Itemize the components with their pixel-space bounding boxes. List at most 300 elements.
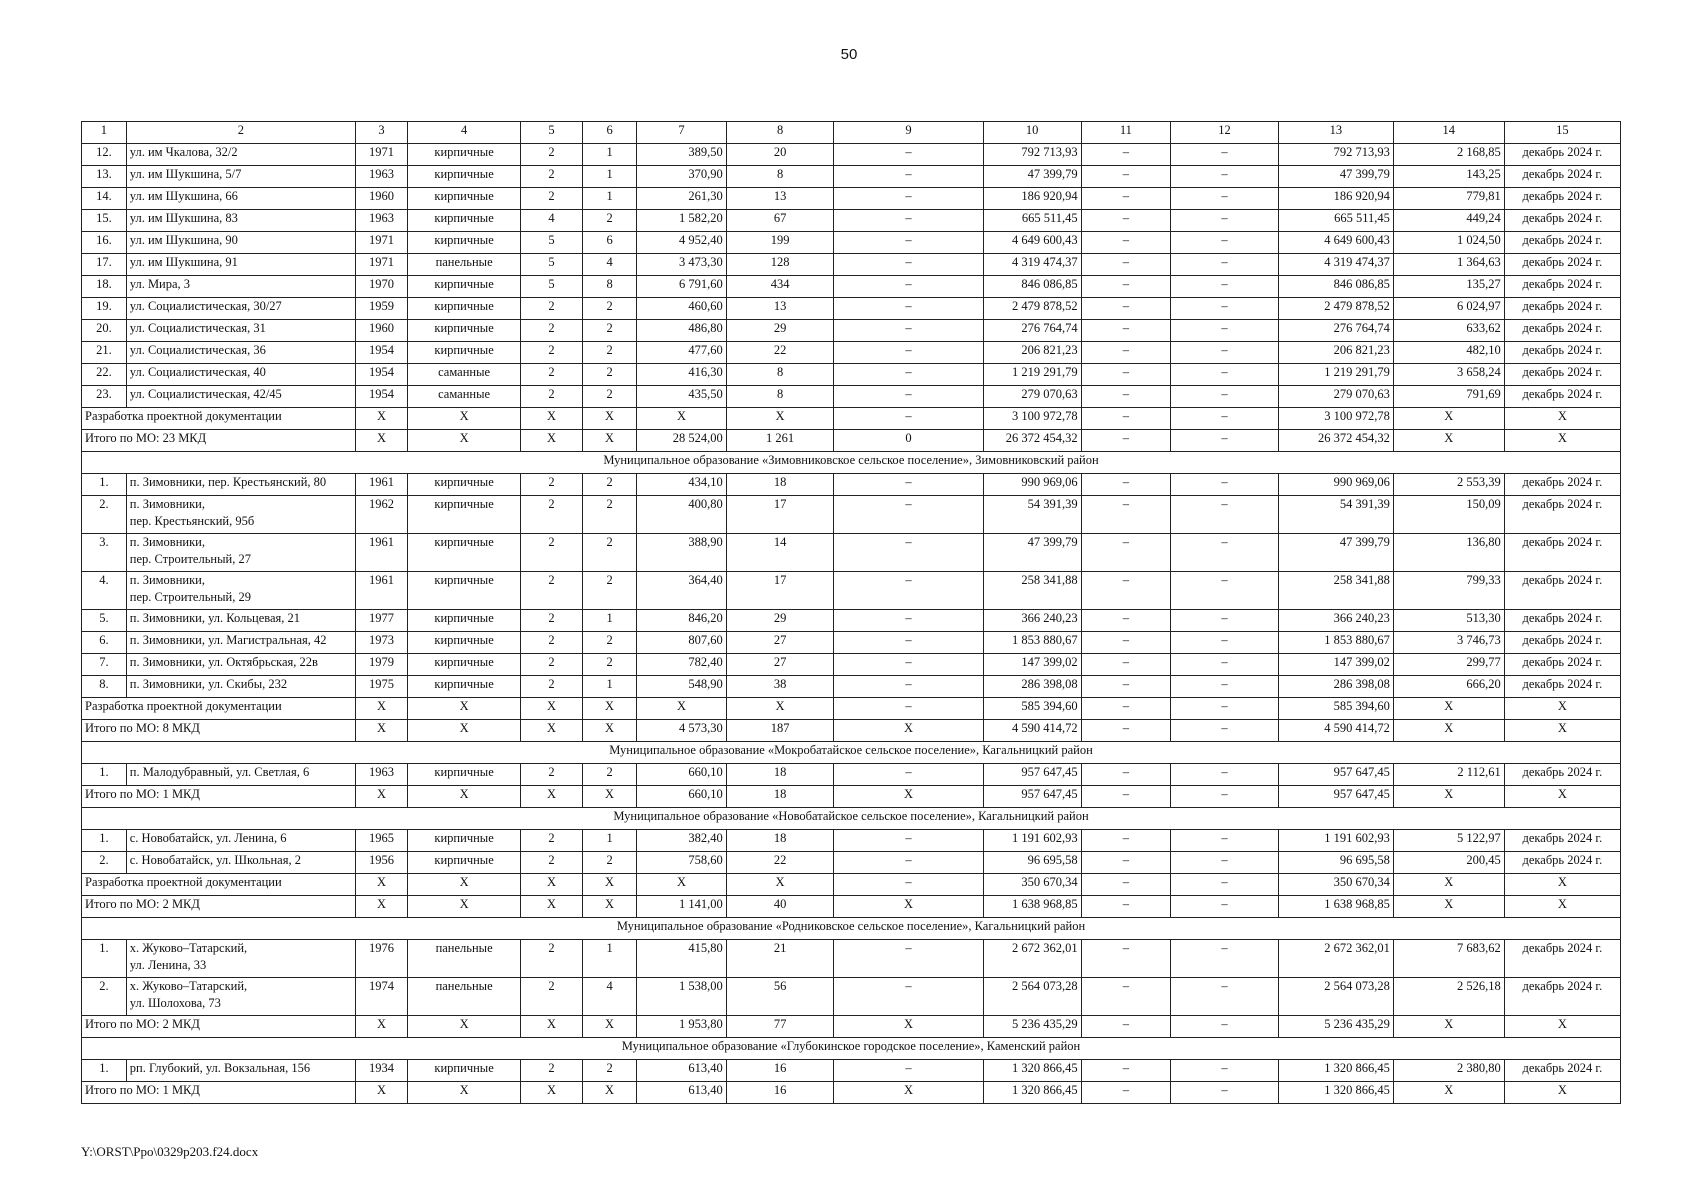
table-cell: –	[1171, 764, 1279, 786]
table-cell: 3 746,73	[1393, 632, 1504, 654]
table-cell: –	[1171, 610, 1279, 632]
table-cell: декабрь 2024 г.	[1504, 298, 1620, 320]
table-cell: 5 236 435,29	[983, 1016, 1081, 1038]
table-cell: –	[1081, 408, 1171, 430]
total-row	[82, 430, 1621, 452]
table-cell: кирпичные	[408, 534, 521, 572]
table-cell: –	[1171, 698, 1279, 720]
table-cell: –	[834, 830, 983, 852]
table-cell: 1.	[82, 764, 127, 786]
table-cell: 613,40	[637, 1060, 727, 1082]
table-row	[82, 572, 1621, 610]
address-cell: ул. Социалистическая, 42/45	[126, 386, 355, 408]
table-cell: 22.	[82, 364, 127, 386]
address-cell: с. Новобатайск, ул. Ленина, 6	[126, 830, 355, 852]
table-cell: –	[1081, 1082, 1171, 1104]
table-cell: 18	[726, 474, 834, 496]
table-cell: 96 695,58	[983, 852, 1081, 874]
table-cell: –	[1171, 210, 1279, 232]
table-row	[82, 188, 1621, 210]
table-cell: –	[834, 940, 983, 978]
column-number-cell: 9	[834, 122, 983, 144]
table-cell: 1 141,00	[637, 896, 727, 918]
table-cell: панельные	[408, 978, 521, 1016]
table-row	[82, 254, 1621, 276]
table-cell: 1960	[355, 188, 407, 210]
table-cell: 4 952,40	[637, 232, 727, 254]
table-cell: кирпичные	[408, 320, 521, 342]
table-cell: –	[1081, 1060, 1171, 1082]
table-cell: 18	[726, 830, 834, 852]
table-cell: 665 511,45	[983, 210, 1081, 232]
table-cell: 4	[582, 978, 636, 1016]
table-cell: 2	[582, 632, 636, 654]
table-cell: –	[1081, 610, 1171, 632]
address-cell: ул. им Шукшина, 90	[126, 232, 355, 254]
table-cell: 1965	[355, 830, 407, 852]
table-cell: 2 479 878,52	[983, 298, 1081, 320]
table-cell: кирпичные	[408, 276, 521, 298]
table-cell: 1963	[355, 166, 407, 188]
table-cell: 299,77	[1393, 654, 1504, 676]
table-cell: 3.	[82, 534, 127, 572]
table-cell: –	[1171, 144, 1279, 166]
table-cell: 28 524,00	[637, 430, 727, 452]
row-label: Разработка проектной документации	[82, 698, 356, 720]
table-cell: 2	[521, 852, 583, 874]
table-cell: 4.	[82, 572, 127, 610]
table-cell: X	[408, 896, 521, 918]
table-cell: 4 319 474,37	[983, 254, 1081, 276]
table-cell: X	[726, 408, 834, 430]
table-cell: –	[834, 232, 983, 254]
column-number-cell: 10	[983, 122, 1081, 144]
table-cell: 791,69	[1393, 386, 1504, 408]
table-cell: X	[355, 874, 407, 896]
municipality-title: Муниципальное образование «Новобатайское сельское поселение», Кагальницкий район	[82, 808, 1621, 830]
table-cell: кирпичные	[408, 210, 521, 232]
table-cell: 1 219 291,79	[1278, 364, 1393, 386]
table-cell: 1954	[355, 364, 407, 386]
table-cell: 1970	[355, 276, 407, 298]
table-cell: 389,50	[637, 144, 727, 166]
table-cell: 2	[521, 386, 583, 408]
table-cell: 807,60	[637, 632, 727, 654]
table-cell: 1934	[355, 1060, 407, 1082]
table-cell: 2 672 362,01	[1278, 940, 1393, 978]
table-cell: –	[834, 144, 983, 166]
table-cell: 1 538,00	[637, 978, 727, 1016]
table-cell: 2 526,18	[1393, 978, 1504, 1016]
table-cell: 2 380,80	[1393, 1060, 1504, 1082]
address-cell: ул. им Шукшина, 66	[126, 188, 355, 210]
table-cell: –	[1171, 940, 1279, 978]
table-cell: X	[355, 1016, 407, 1038]
table-cell: X	[1504, 896, 1620, 918]
table-cell: кирпичные	[408, 654, 521, 676]
table-cell: –	[1081, 698, 1171, 720]
table-cell: –	[834, 408, 983, 430]
table-cell: –	[1171, 720, 1279, 742]
table-cell: 54 391,39	[983, 496, 1081, 534]
address-cell: рп. Глубокий, ул. Вокзальная, 156	[126, 1060, 355, 1082]
table-cell: 8	[582, 276, 636, 298]
table-cell: 2	[582, 496, 636, 534]
table-cell: X	[408, 786, 521, 808]
address-cell	[126, 572, 355, 610]
table-cell: –	[1081, 896, 1171, 918]
table-cell: 350 670,34	[983, 874, 1081, 896]
row-label: Итого по МО: 1 МКД	[82, 786, 356, 808]
table-row	[82, 166, 1621, 188]
table-cell: 136,80	[1393, 534, 1504, 572]
table-cell: –	[834, 254, 983, 276]
table-cell: –	[1171, 654, 1279, 676]
total-row	[82, 896, 1621, 918]
section-header-row	[82, 742, 1621, 764]
table-cell: 186 920,94	[1278, 188, 1393, 210]
table-cell: –	[1081, 632, 1171, 654]
table-cell: 20.	[82, 320, 127, 342]
table-cell: –	[834, 654, 983, 676]
table-cell: 1954	[355, 386, 407, 408]
column-number-cell: 12	[1171, 122, 1279, 144]
table-cell: 2 672 362,01	[983, 940, 1081, 978]
table-cell: 5	[521, 232, 583, 254]
table-cell: 1 024,50	[1393, 232, 1504, 254]
table-row	[82, 1060, 1621, 1082]
table-cell: –	[834, 534, 983, 572]
table-cell: –	[1171, 572, 1279, 610]
table-cell: X	[408, 430, 521, 452]
table-row	[82, 232, 1621, 254]
table-cell: 482,10	[1393, 342, 1504, 364]
table-row	[82, 496, 1621, 534]
table-cell: 2.	[82, 978, 127, 1016]
table-cell: 258 341,88	[983, 572, 1081, 610]
table-cell: X	[1393, 1016, 1504, 1038]
table-cell: X	[521, 1082, 583, 1104]
table-cell: 486,80	[637, 320, 727, 342]
table-cell: 2	[521, 830, 583, 852]
table-cell: 261,30	[637, 188, 727, 210]
table-cell: X	[834, 1082, 983, 1104]
table-cell: –	[834, 342, 983, 364]
table-cell: 13.	[82, 166, 127, 188]
table-cell: 258 341,88	[1278, 572, 1393, 610]
table-cell: –	[1081, 720, 1171, 742]
table-cell: X	[582, 720, 636, 742]
table-cell: 56	[726, 978, 834, 1016]
table-cell: кирпичные	[408, 676, 521, 698]
table-row	[82, 676, 1621, 698]
table-cell: –	[834, 166, 983, 188]
table-cell: 1971	[355, 144, 407, 166]
table-cell: 2	[521, 144, 583, 166]
table-cell: X	[521, 720, 583, 742]
table-cell: –	[1081, 210, 1171, 232]
table-cell: 2 564 073,28	[983, 978, 1081, 1016]
table-cell: –	[1171, 496, 1279, 534]
table-cell: декабрь 2024 г.	[1504, 940, 1620, 978]
table-cell: X	[834, 1016, 983, 1038]
table-cell: –	[1081, 978, 1171, 1016]
address-cell	[126, 496, 355, 534]
table-cell: 799,33	[1393, 572, 1504, 610]
table-cell: 4 319 474,37	[1278, 254, 1393, 276]
table-cell: 1977	[355, 610, 407, 632]
table-cell: 2	[521, 474, 583, 496]
address-cell	[126, 978, 355, 1016]
table-cell: 449,24	[1393, 210, 1504, 232]
column-number-cell: 13	[1278, 122, 1393, 144]
table-cell: 758,60	[637, 852, 727, 874]
table-cell: X	[1504, 698, 1620, 720]
table-cell: 660,10	[637, 764, 727, 786]
table-cell: 96 695,58	[1278, 852, 1393, 874]
table-cell: 13	[726, 188, 834, 210]
table-cell: 0	[834, 430, 983, 452]
table-row	[82, 298, 1621, 320]
table-cell: 957 647,45	[983, 764, 1081, 786]
table-cell: 1954	[355, 342, 407, 364]
table-cell: 1 261	[726, 430, 834, 452]
address-cell	[126, 534, 355, 572]
table-cell: 1 953,80	[637, 1016, 727, 1038]
table-cell: 1.	[82, 940, 127, 978]
table-cell: декабрь 2024 г.	[1504, 276, 1620, 298]
table-cell: –	[834, 188, 983, 210]
table-cell: 4 649 600,43	[983, 232, 1081, 254]
table-cell: –	[1081, 830, 1171, 852]
table-row	[82, 364, 1621, 386]
municipality-title: Муниципальное образование «Глубокинское городское поселение», Каменский район	[82, 1038, 1621, 1060]
table-cell: 1.	[82, 1060, 127, 1082]
table-cell: 27	[726, 632, 834, 654]
table-cell: кирпичные	[408, 342, 521, 364]
table-cell: 12.	[82, 144, 127, 166]
table-cell: 23.	[82, 386, 127, 408]
table-cell: 47 399,79	[983, 534, 1081, 572]
section-header-row	[82, 1038, 1621, 1060]
table-cell: X	[408, 698, 521, 720]
table-cell: 4	[582, 254, 636, 276]
row-label: Разработка проектной документации	[82, 408, 356, 430]
table-cell: 779,81	[1393, 188, 1504, 210]
address-cell: п. Зимовники, ул. Кольцевая, 21	[126, 610, 355, 632]
table-cell: –	[1081, 534, 1171, 572]
table-cell: X	[834, 896, 983, 918]
table-cell: –	[834, 386, 983, 408]
table-cell: –	[834, 298, 983, 320]
table-cell: X	[1504, 1016, 1620, 1038]
table-cell: –	[1171, 254, 1279, 276]
table-cell: X	[1504, 874, 1620, 896]
table-cell: –	[1171, 1060, 1279, 1082]
table-cell: –	[1171, 298, 1279, 320]
table-cell: –	[1171, 430, 1279, 452]
column-number-cell: 15	[1504, 122, 1620, 144]
table-cell: 7 683,62	[1393, 940, 1504, 978]
address-cell: с. Новобатайск, ул. Школьная, 2	[126, 852, 355, 874]
table-cell: кирпичные	[408, 298, 521, 320]
address-line: ул. Шолохова, 73	[129, 996, 221, 1010]
page-number: 50	[840, 46, 858, 63]
table-cell: X	[834, 720, 983, 742]
table-cell: декабрь 2024 г.	[1504, 144, 1620, 166]
address-line: п. Зимовники,	[129, 535, 205, 549]
table-cell: 2	[521, 978, 583, 1016]
table-cell: декабрь 2024 г.	[1504, 654, 1620, 676]
table-cell: –	[834, 474, 983, 496]
table-cell: 1	[582, 166, 636, 188]
table-cell: 14	[726, 534, 834, 572]
table-cell: –	[1081, 188, 1171, 210]
table-cell: 3 658,24	[1393, 364, 1504, 386]
table-cell: 38	[726, 676, 834, 698]
table-cell: 135,27	[1393, 276, 1504, 298]
table-cell: 477,60	[637, 342, 727, 364]
table-cell: 2 479 878,52	[1278, 298, 1393, 320]
table-cell: 5	[521, 254, 583, 276]
table-cell: X	[355, 786, 407, 808]
file-path-footer: Y:\ORST\Ppo\0329p203.f24.docx	[81, 1144, 259, 1159]
table-cell: 147 399,02	[983, 654, 1081, 676]
address-cell: ул. им Шукшина, 91	[126, 254, 355, 276]
address-cell: п. Малодубравный, ул. Светлая, 6	[126, 764, 355, 786]
address-cell: ул. им Шукшина, 83	[126, 210, 355, 232]
table-cell: –	[834, 610, 983, 632]
table-cell: 366 240,23	[983, 610, 1081, 632]
table-cell: –	[834, 852, 983, 874]
table-cell: –	[1171, 676, 1279, 698]
table-cell: 47 399,79	[1278, 534, 1393, 572]
table-cell: 957 647,45	[1278, 786, 1393, 808]
table-cell: X	[582, 1082, 636, 1104]
row-label: Итого по МО: 1 МКД	[82, 1082, 356, 1104]
table-cell: –	[1081, 342, 1171, 364]
column-number-cell: 8	[726, 122, 834, 144]
table-row	[82, 978, 1621, 1016]
table-cell: –	[1081, 676, 1171, 698]
table-cell: 585 394,60	[983, 698, 1081, 720]
table-cell: X	[521, 874, 583, 896]
table-row	[82, 764, 1621, 786]
table-cell: X	[408, 720, 521, 742]
table-cell: 18	[726, 764, 834, 786]
table-cell: 8	[726, 166, 834, 188]
table-cell: кирпичные	[408, 232, 521, 254]
table-cell: 27	[726, 654, 834, 676]
table-cell: –	[1171, 1016, 1279, 1038]
table-cell: 1 320 866,45	[1278, 1082, 1393, 1104]
table-cell: 660,10	[637, 786, 727, 808]
table-row	[82, 654, 1621, 676]
table-cell: 54 391,39	[1278, 496, 1393, 534]
table-cell: 1959	[355, 298, 407, 320]
table-cell: 67	[726, 210, 834, 232]
table-cell: 14.	[82, 188, 127, 210]
table-cell: X	[1504, 1082, 1620, 1104]
table-cell: 4	[521, 210, 583, 232]
table-cell: 1 638 968,85	[983, 896, 1081, 918]
table-cell: X	[521, 1016, 583, 1038]
address-cell: ул. им Шукшина, 5/7	[126, 166, 355, 188]
table-cell: 1 320 866,45	[983, 1082, 1081, 1104]
table-cell: –	[834, 764, 983, 786]
table-cell: декабрь 2024 г.	[1504, 232, 1620, 254]
table-cell: X	[637, 408, 727, 430]
table-cell: 633,62	[1393, 320, 1504, 342]
table-cell: –	[1171, 896, 1279, 918]
table-cell: X	[1393, 408, 1504, 430]
table-cell: 1 320 866,45	[1278, 1060, 1393, 1082]
table-cell: X	[1393, 786, 1504, 808]
row-label: Итого по МО: 2 МКД	[82, 896, 356, 918]
table-cell: 990 969,06	[1278, 474, 1393, 496]
table-row	[82, 852, 1621, 874]
table-cell: 16	[726, 1060, 834, 1082]
table-cell: панельные	[408, 940, 521, 978]
table-cell: 2	[582, 298, 636, 320]
table-cell: –	[1171, 874, 1279, 896]
table-cell: X	[408, 1082, 521, 1104]
address-line: х. Жуково–Татарский,	[129, 979, 248, 993]
address-cell: ул. Социалистическая, 36	[126, 342, 355, 364]
table-cell: 665 511,45	[1278, 210, 1393, 232]
table-cell: X	[355, 698, 407, 720]
table-cell: –	[1171, 342, 1279, 364]
table-cell: 957 647,45	[983, 786, 1081, 808]
table-cell: –	[1171, 1082, 1279, 1104]
table-cell: 2 168,85	[1393, 144, 1504, 166]
table-cell: 47 399,79	[1278, 166, 1393, 188]
table-cell: декабрь 2024 г.	[1504, 610, 1620, 632]
address-cell: п. Зимовники, ул. Магистральная, 42	[126, 632, 355, 654]
table-cell: 434	[726, 276, 834, 298]
municipality-title: Муниципальное образование «Зимовниковское сельское поселение», Зимовниковский район	[82, 452, 1621, 474]
table-cell: 2	[521, 632, 583, 654]
table-row	[82, 276, 1621, 298]
table-cell: 17.	[82, 254, 127, 276]
table-cell: X	[1504, 786, 1620, 808]
table-cell: 2	[521, 654, 583, 676]
table-cell: 2	[521, 188, 583, 210]
table-cell: 548,90	[637, 676, 727, 698]
table-cell: 1	[582, 144, 636, 166]
table-cell: саманные	[408, 386, 521, 408]
table-row	[82, 386, 1621, 408]
table-cell: 370,90	[637, 166, 727, 188]
table-cell: –	[1081, 786, 1171, 808]
table-cell: –	[834, 676, 983, 698]
table-cell: X	[1393, 1082, 1504, 1104]
table-cell: 16	[726, 1082, 834, 1104]
table-cell: 21	[726, 940, 834, 978]
table-cell: 666,20	[1393, 676, 1504, 698]
table-cell: –	[1171, 534, 1279, 572]
table-cell: 1963	[355, 210, 407, 232]
table-cell: 143,25	[1393, 166, 1504, 188]
table-cell: 199	[726, 232, 834, 254]
table-cell: –	[1171, 408, 1279, 430]
table-cell: 29	[726, 610, 834, 632]
table-cell: 2	[521, 534, 583, 572]
column-number-row	[82, 122, 1621, 144]
table-cell: 147 399,02	[1278, 654, 1393, 676]
table-cell: 2.	[82, 496, 127, 534]
table-cell: 15.	[82, 210, 127, 232]
